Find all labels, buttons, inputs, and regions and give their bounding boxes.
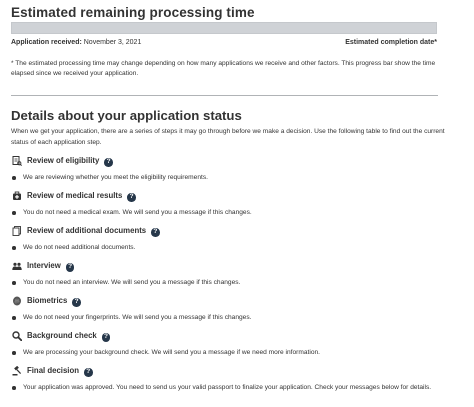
step-title-eligibility: Review of eligibility — [27, 156, 100, 165]
details-intro: When we get your application, there are a series of steps it may go through before we make a decision. Use the following table to find out the current status of each application step. — [11, 128, 445, 146]
help-icon-final-decision[interactable]: ? — [84, 368, 93, 377]
processing-time-title: Estimated remaining processing time — [11, 5, 255, 20]
step-title-medical: Review of medical results — [27, 191, 123, 200]
step-documents — [11, 225, 461, 253]
step-biometrics — [11, 295, 461, 323]
help-icon-background-check[interactable]: ? — [102, 333, 111, 342]
step-title-final-decision: Final decision — [27, 366, 79, 375]
step-title-documents: Review of additional documents — [27, 226, 147, 235]
step-title-background-check: Background check — [27, 331, 97, 340]
help-icon-interview[interactable]: ? — [66, 263, 75, 272]
completion-date-label: Estimated completion date* — [345, 39, 437, 46]
fingerprint-icon — [11, 295, 22, 306]
step-status-medical: You do not need a medical exam. We will send you a message if this changes. — [11, 208, 461, 218]
step-medical — [11, 190, 461, 218]
help-icon-biometrics[interactable]: ? — [72, 298, 81, 307]
step-background-check — [11, 330, 461, 358]
gavel-icon — [11, 365, 22, 376]
details-title: Details about your application status — [11, 108, 242, 123]
interview-icon — [11, 260, 22, 271]
help-icon-medical[interactable]: ? — [127, 193, 136, 202]
step-title-biometrics: Biometrics — [27, 296, 68, 305]
step-final-decision — [11, 365, 461, 393]
step-status-biometrics: We do not need your fingerprints. We will send you a message if this changes. — [11, 313, 461, 323]
received-date-info — [11, 39, 141, 46]
step-status-final-decision: Your application was approved. You need to send us your valid passport to finalize your application. Check your messages below for details. — [11, 383, 461, 393]
step-status-eligibility: We are reviewing whether you meet the eligibility requirements. — [11, 173, 461, 183]
step-eligibility — [11, 155, 461, 183]
processing-progress-bar — [11, 22, 437, 34]
documents-icon — [11, 225, 22, 236]
help-icon-eligibility[interactable]: ? — [104, 158, 113, 167]
processing-note: * The estimated processing time may change depending on how many applications we receive and other factors. This progress bar show the time elapsed since we received your application. — [11, 60, 436, 77]
eligibility-icon — [11, 155, 22, 166]
step-status-interview: You do not need an interview. We will send you a message if this changes. — [11, 278, 461, 288]
step-status-documents: We do not need additional documents. — [11, 243, 461, 253]
step-status-background-check: We are processing your background check. We will send you a message if we need more information. — [11, 348, 461, 358]
help-icon-documents[interactable]: ? — [151, 228, 160, 237]
medical-icon — [11, 190, 22, 201]
search-icon — [11, 330, 22, 341]
step-interview — [11, 260, 461, 288]
section-divider — [11, 95, 438, 96]
step-title-interview: Interview — [27, 261, 61, 270]
received-label: Application received: — [11, 39, 82, 46]
received-date: November 3, 2021 — [83, 39, 142, 46]
